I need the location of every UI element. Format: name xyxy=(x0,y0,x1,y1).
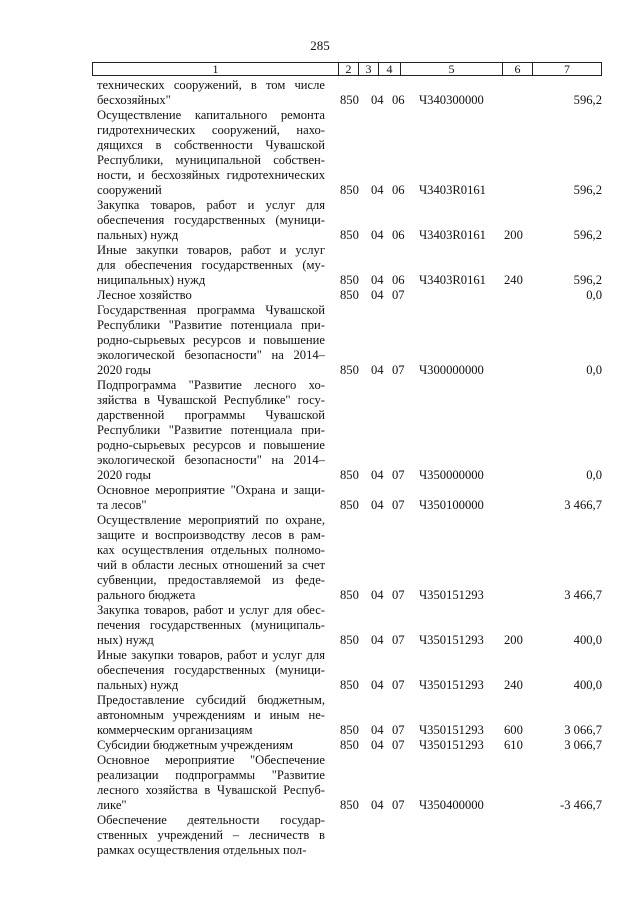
cell-c3: 04 xyxy=(371,798,384,812)
row-description xyxy=(97,693,325,738)
cell-c7: 400,0 xyxy=(573,633,602,647)
cell-c3: 04 xyxy=(371,183,384,197)
header-cell-4: 4 xyxy=(378,63,400,75)
description-line: Закупка товаров, работ и услуг для xyxy=(97,198,325,212)
description-line: рамках осуществления отдельных пол- xyxy=(97,843,307,857)
cell-c3: 04 xyxy=(371,228,384,242)
description-line: Основное мероприятие "Обеспечение xyxy=(97,753,325,767)
row-description xyxy=(97,108,325,198)
description-line: пальных) нужд xyxy=(97,228,179,242)
cell-c3: 04 xyxy=(371,93,384,107)
header-cell-3: 3 xyxy=(358,63,378,75)
cell-c7: 3 066,7 xyxy=(564,723,602,737)
table-row xyxy=(0,483,640,513)
cell-c2: 850 xyxy=(340,288,359,302)
row-description xyxy=(97,243,325,288)
description-line: дящихся в собственности Чувашской xyxy=(97,138,325,152)
table-row xyxy=(0,243,640,288)
cell-c5: Ч300000000 xyxy=(419,363,484,377)
description-line: родно-сырьевых ресурсов и повышение xyxy=(97,333,325,347)
cell-c3: 04 xyxy=(371,468,384,482)
description-line: ках осуществления отдельных полномо- xyxy=(97,543,325,557)
description-line: бесхозяйных" xyxy=(97,93,171,107)
table-row xyxy=(0,603,640,648)
description-line: ниципальных) нужд xyxy=(97,273,206,287)
description-line: дарственной программы Чувашской xyxy=(97,408,325,422)
cell-c7: 3 066,7 xyxy=(564,738,602,752)
description-line: печения государственных (муниципаль- xyxy=(97,618,325,632)
cell-c5: Ч3403R0161 xyxy=(419,273,486,287)
description-line: 2020 годы xyxy=(97,468,151,482)
cell-c4: 07 xyxy=(392,723,405,737)
row-description xyxy=(97,378,325,483)
table-row xyxy=(0,303,640,378)
cell-c2: 850 xyxy=(340,588,359,602)
table-row xyxy=(0,378,640,483)
description-line: лике" xyxy=(97,798,127,812)
cell-c2: 850 xyxy=(340,228,359,242)
description-line: чий в области лесных отношений за счет xyxy=(97,558,325,572)
description-line: ных) нужд xyxy=(97,633,154,647)
cell-c3: 04 xyxy=(371,633,384,647)
description-line: для обеспечения государственных (му- xyxy=(97,258,325,272)
cell-c7: 0,0 xyxy=(586,468,602,482)
cell-c2: 850 xyxy=(340,183,359,197)
description-line: рального бюджета xyxy=(97,588,196,602)
table-row xyxy=(0,813,640,858)
header-cell-2: 2 xyxy=(338,63,358,75)
cell-c4: 07 xyxy=(392,633,405,647)
description-line: технических сооружений, в том числе xyxy=(97,78,325,92)
cell-c4: 07 xyxy=(392,468,405,482)
row-description xyxy=(97,603,325,648)
description-line: родно-сырьевых ресурсов и повышение xyxy=(97,438,325,452)
cell-c6: 240 xyxy=(504,273,523,287)
cell-c5: Ч350000000 xyxy=(419,468,484,482)
cell-c5: Ч350151293 xyxy=(419,723,484,737)
row-description xyxy=(97,198,325,243)
cell-c5: Ч350100000 xyxy=(419,498,484,512)
cell-c2: 850 xyxy=(340,678,359,692)
cell-c4: 07 xyxy=(392,498,405,512)
description-line: защите и воспроизводству лесов в рам- xyxy=(97,528,325,542)
description-line: Республики "Развитие потенциала при- xyxy=(97,423,325,437)
cell-c5: Ч350151293 xyxy=(419,588,484,602)
table-row xyxy=(0,198,640,243)
description-line: сооружений xyxy=(97,183,162,197)
cell-c4: 07 xyxy=(392,363,405,377)
cell-c4: 07 xyxy=(392,588,405,602)
description-line: Республики, муниципальной собствен- xyxy=(97,153,325,167)
row-description xyxy=(97,513,325,603)
description-line: зяйства в Чувашской Республике" госу- xyxy=(97,393,325,407)
description-line: экологической безопасности" на 2014– xyxy=(97,453,325,467)
description-line: обеспечения государственных (муници- xyxy=(97,663,325,677)
cell-c5: Ч340300000 xyxy=(419,93,484,107)
row-description xyxy=(97,303,325,378)
description-line: Обеспечение деятельности государ- xyxy=(97,813,325,827)
cell-c3: 04 xyxy=(371,273,384,287)
description-line: ности, и бесхозяйных гидротехнических xyxy=(97,168,325,182)
description-line: субвенции, предоставляемой из феде- xyxy=(97,573,325,587)
cell-c2: 850 xyxy=(340,468,359,482)
row-description xyxy=(97,483,325,513)
description-line: Основное мероприятие "Охрана и защи- xyxy=(97,483,325,497)
cell-c7: 0,0 xyxy=(586,363,602,377)
description-line: Иные закупки товаров, работ и услуг xyxy=(97,243,325,257)
description-line: Государственная программа Чувашской xyxy=(97,303,325,317)
cell-c6: 600 xyxy=(504,723,523,737)
cell-c4: 07 xyxy=(392,798,405,812)
cell-c4: 07 xyxy=(392,288,405,302)
description-line: Осуществление капитального ремонта xyxy=(97,108,325,122)
description-line: ственных учреждений – лесничеств в xyxy=(97,828,325,842)
table-row xyxy=(0,513,640,603)
cell-c3: 04 xyxy=(371,588,384,602)
description-line: экологической безопасности" на 2014– xyxy=(97,348,325,362)
cell-c4: 06 xyxy=(392,93,405,107)
cell-c2: 850 xyxy=(340,93,359,107)
cell-c2: 850 xyxy=(340,363,359,377)
cell-c2: 850 xyxy=(340,498,359,512)
cell-c6: 200 xyxy=(504,228,523,242)
cell-c4: 07 xyxy=(392,738,405,752)
description-line: лесного хозяйства в Чувашской Респуб- xyxy=(97,783,325,797)
description-line: Иные закупки товаров, работ и услуг для xyxy=(97,648,325,662)
cell-c7: -3 466,7 xyxy=(560,798,602,812)
description-line: Лесное хозяйство xyxy=(97,288,192,302)
cell-c5: Ч3403R0161 xyxy=(419,183,486,197)
cell-c7: 596,2 xyxy=(573,228,602,242)
row-description xyxy=(97,813,325,858)
header-cell-1: 1 xyxy=(212,62,219,76)
cell-c5: Ч350151293 xyxy=(419,633,484,647)
cell-c3: 04 xyxy=(371,723,384,737)
page-number: 285 xyxy=(310,38,330,53)
cell-c7: 3 466,7 xyxy=(564,498,602,512)
cell-c6: 240 xyxy=(504,678,523,692)
cell-c7: 596,2 xyxy=(573,183,602,197)
table-row xyxy=(0,108,640,198)
header-cell-5: 5 xyxy=(400,63,502,75)
table-row xyxy=(0,738,640,753)
description-line: Подпрограмма "Развитие лесного хо- xyxy=(97,378,325,392)
cell-c2: 850 xyxy=(340,633,359,647)
description-line: та лесов" xyxy=(97,498,147,512)
cell-c2: 850 xyxy=(340,738,359,752)
cell-c5: Ч3403R0161 xyxy=(419,228,486,242)
cell-c2: 850 xyxy=(340,798,359,812)
cell-c5: Ч350400000 xyxy=(419,798,484,812)
cell-c7: 596,2 xyxy=(573,93,602,107)
description-line: автономным учреждениям и иным не- xyxy=(97,708,325,722)
table-row xyxy=(0,78,640,108)
description-line: пальных) нужд xyxy=(97,678,179,692)
row-description xyxy=(97,753,325,813)
description-line: обеспечения государственных (муници- xyxy=(97,213,325,227)
row-description xyxy=(97,288,325,303)
description-line: гидротехнических сооружений, нахо- xyxy=(97,123,325,137)
table-row xyxy=(0,288,640,303)
cell-c6: 200 xyxy=(504,633,523,647)
cell-c7: 596,2 xyxy=(573,273,602,287)
description-line: Предоставление субсидий бюджетным, xyxy=(97,693,325,707)
description-line: 2020 годы xyxy=(97,363,151,377)
cell-c4: 06 xyxy=(392,228,405,242)
cell-c4: 06 xyxy=(392,273,405,287)
row-description xyxy=(97,648,325,693)
header-cell-7: 7 xyxy=(532,63,601,75)
header-cell-6: 6 xyxy=(502,63,532,75)
cell-c6: 610 xyxy=(504,738,523,752)
description-line: Республики "Развитие потенциала при- xyxy=(97,318,325,332)
description-line: коммерческим организациям xyxy=(97,723,253,737)
description-line: Осуществление мероприятий по охране, xyxy=(97,513,325,527)
cell-c7: 0,0 xyxy=(586,288,602,302)
cell-c7: 3 466,7 xyxy=(564,588,602,602)
table-row xyxy=(0,753,640,813)
cell-c4: 06 xyxy=(392,183,405,197)
cell-c3: 04 xyxy=(371,498,384,512)
cell-c3: 04 xyxy=(371,678,384,692)
row-description xyxy=(97,78,325,108)
description-line: Субсидии бюджетным учреждениям xyxy=(97,738,293,752)
description-line: реализации подпрограммы "Развитие xyxy=(97,768,325,782)
cell-c3: 04 xyxy=(371,288,384,302)
cell-c3: 04 xyxy=(371,738,384,752)
table-row xyxy=(0,648,640,693)
cell-c2: 850 xyxy=(340,273,359,287)
description-line: Закупка товаров, работ и услуг для обес- xyxy=(97,603,325,617)
cell-c7: 400,0 xyxy=(573,678,602,692)
cell-c5: Ч350151293 xyxy=(419,678,484,692)
table-row xyxy=(0,693,640,738)
cell-c4: 07 xyxy=(392,678,405,692)
row-description xyxy=(97,738,325,753)
cell-c3: 04 xyxy=(371,363,384,377)
cell-c5: Ч350151293 xyxy=(419,738,484,752)
cell-c2: 850 xyxy=(340,723,359,737)
